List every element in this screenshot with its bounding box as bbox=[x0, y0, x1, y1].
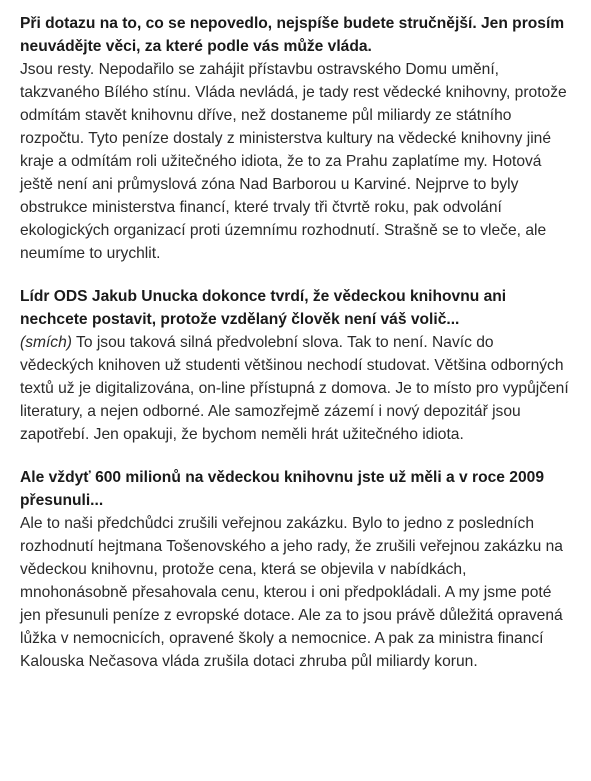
interview-qa-block bbox=[20, 466, 571, 673]
interview-question: Ale vždyť 600 milionů na vědeckou knihovnu jste už měli a v roce 2009 přesunuli... bbox=[20, 469, 544, 509]
interview-qa-block bbox=[20, 285, 571, 446]
answer-text: Jsou resty. Nepodařilo se zahájit přístavbu ostravského Domu umění, takzvaného Bílého stínu. Vláda nevládá, je tady rest vědecké knihovny, protože odmítám stavět knihovnu dříve, než dostaneme půl miliardy ze státního rozpočtu. Tyto peníze dostaly z ministerstva kultury na vědecké knihovny jiné kraje a odmítám roli užitečného idiota, že to za Prahu zaplatíme my. Hotová ještě není ani průmyslová zóna Nad Barborou u Karviné. Nejprve to byly obstrukce ministerstva financí, které trvaly tři čtvrtě roku, pak odvolání ekologických organizací proti územnímu rozhodnutí. Strašně se to vleče, ale neumíme to urychlit. bbox=[20, 61, 567, 262]
interview-answer bbox=[20, 331, 571, 446]
answer-text: To jsou taková silná předvolební slova. Tak to není. Navíc do vědeckých knihoven už studenti většinou nechodí studovat. Většina odborných textů už je digitalizována, on-line přístupná z domova. Je to místo pro vypůjčení literatury, a nejen odborné. Ale samozřejmě zázemí i nový depozitář jsou zapotřebí. Jen opakuji, že bychom neměli hrát užitečného idiota. bbox=[20, 334, 569, 443]
interview-answer bbox=[20, 512, 571, 673]
interview-question: Při dotazu na to, co se nepovedlo, nejspíše budete stručnější. Jen prosím neuvádějte věci, za které podle vás může vláda. bbox=[20, 15, 565, 55]
interview-answer bbox=[20, 58, 571, 265]
answer-aside: (smích) bbox=[20, 334, 72, 351]
answer-text: Ale to naši předchůdci zrušili veřejnou zakázku. Bylo to jedno z posledních rozhodnutí hejtmana Tošenovského a jeho rady, že zrušili veřejnou zakázku na vědeckou knihovnu, protože cena, která se objevila v nabídkách, mnohonásobně přesahovala cenu, kterou i oni předpokládali. A my jsme poté jen přesunuli peníze z evropské dotace. Ale za to jsou právě důležitá opravená lůžka v nemocnicích, opravené školy a nemocnice. A pak za ministra financí Kalouska Nečasova vláda zrušila dotaci zhruba půl miliardy korun. bbox=[20, 515, 563, 670]
interview-question: Lídr ODS Jakub Unucka dokonce tvrdí, že vědeckou knihovnu ani nechcete postavit, protože vzdělaný člověk není váš volič... bbox=[20, 288, 507, 328]
interview-qa-block bbox=[20, 12, 571, 265]
